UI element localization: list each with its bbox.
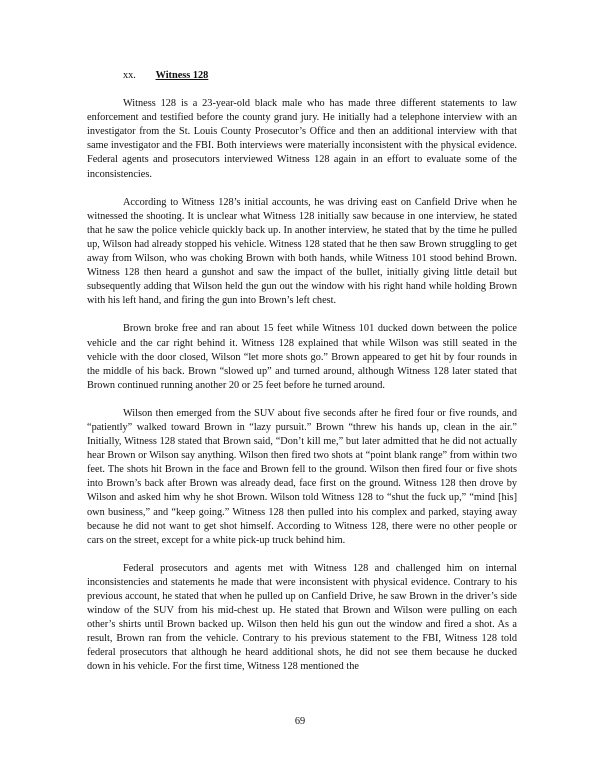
page-body — [87, 69, 517, 689]
paragraph-5: Federal prosecutors and agents met with Witness 128 and challenged him on internal inconsistencies and statements he made that were inconsistent with physical evidence. Contrary to his previous account, he stated that when he pulled up on Canfield Drive, he saw Brown in the driver’s side window of the SUV from his mid-chest up. He stated that Brown and Wilson were pulling on each other’s shirts until Brown backed up. Wilson then held his gun out the window and fired a shot. As a result, Brown ran from the vehicle. Contrary to his previous statement to the FBI, Witness 128 told federal prosecutors that although he heard additional shots, he did not see them because he ducked down in his vehicle. For the first time, Witness 128 mentioned the — [87, 562, 517, 673]
section-number: xx. — [123, 70, 136, 81]
section-title: Witness 128 — [155, 70, 209, 81]
paragraph-3: Brown broke free and ran about 15 feet while Witness 101 ducked down between the police vehicle and the car right behind it. Witness 128 explained that while Wilson was still seated in the vehicle with the door closed, Wilson “let more shots go.” Brown appeared to get hit by four rounds in the middle of his back. Brown “slowed up” and turned around, although Witness 128 later stated that Brown continued running another 20 or 25 feet before he turned around. — [87, 323, 517, 391]
section-heading — [87, 69, 517, 83]
paragraph-2: According to Witness 128’s initial accounts, he was driving east on Canfield Drive when he witnessed the shooting. It is unclear what Witness 128 initially saw because in one interview, he stated that he saw the police vehicle quickly back up. In another interview, he stated that by the time he pulled up, Wilson had already stopped his vehicle. Witness 128 stated that he then saw Brown struggling to get away from Wilson, who was choking Brown with both hands, while Witness 101 stood behind Brown. Witness 128 then heard a gunshot and saw the impact of the bullet, initially giving little detail but subsequently adding that Wilson held the gun out the window with his right hand while holding Brown with his left hand, and firing the gun into Brown’s left chest. — [87, 196, 517, 307]
paragraph-1: Witness 128 is a 23-year-old black male who has made three different statements to law enforcement and testified before the county grand jury. He initially had a telephone interview with an investigator from the St. Louis County Prosecutor’s Office and then an additional interview with that same investigator and the FBI. Both interviews were materially inconsistent with the physical evidence. Federal agents and prosecutors interviewed Witness 128 again in an effort to evaluate some of the inconsistencies. — [87, 98, 517, 180]
paragraph-4: Wilson then emerged from the SUV about five seconds after he fired four or five rounds, and “patiently” walked toward Brown in “lazy pursuit.” Brown “threw his hands up, clean in the air.” Initially, Witness 128 stated that Brown said, “Don’t kill me,” but later admitted that he did not actually hear Brown or Wilson say anything. Wilson then fired two shots at “point blank range” from within two feet. The shots hit Brown in the face and Brown fell to the ground. Wilson then fired four or five shots into Brown’s back after Brown was already dead, face first on the ground. Witness 128 then drove by Wilson and asked him why he shot Brown. Wilson told Witness 128 to “shut the fuck up,” “mind [his] own business,” and “keep going.” Witness 128 then pulled into his complex and parked, staying away because he did not want to get shot himself. According to Witness 128, there were no other people or cars on the street, except for a white pick-up truck behind him. — [87, 407, 517, 546]
page-number: 69 — [294, 716, 306, 727]
